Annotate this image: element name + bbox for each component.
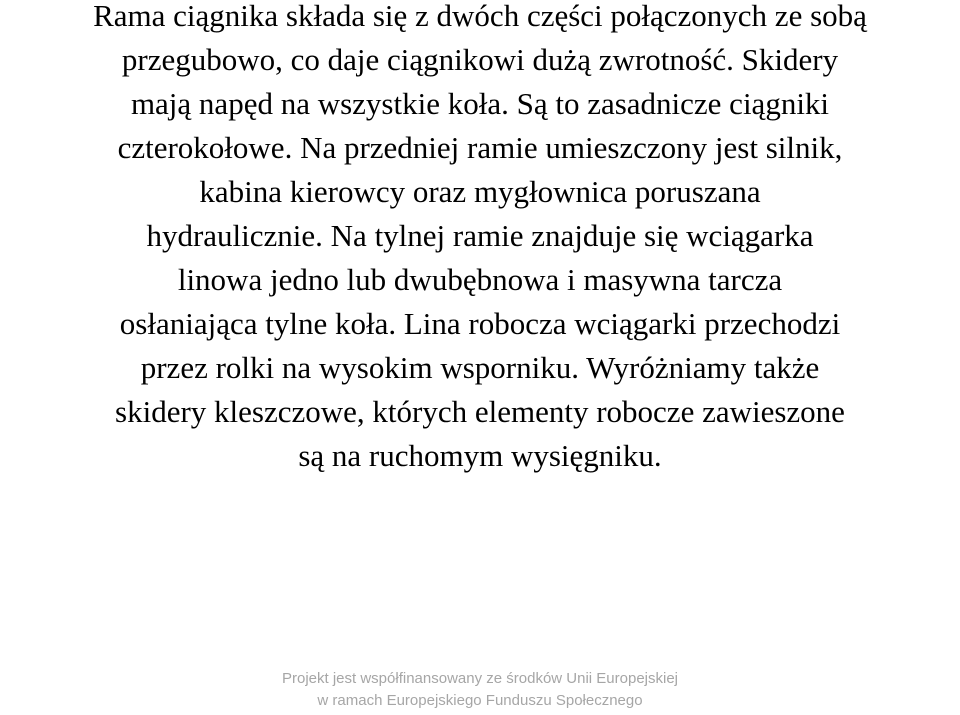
body-line-2: przegubowo, co daje ciągnikowi dużą zwrotność. Skidery [121,42,839,77]
body-line-3: mają napęd na wszystkie koła. Są to zasadnicze ciągniki [130,86,830,121]
footer-funding-line-2: w ramach Europejskiego Funduszu Społecznego [317,692,643,709]
body-line-6: hydraulicznie. Na tylnej ramie znajduje się wciągarka [146,218,814,253]
body-line-8: osłaniająca tylne koła. Lina robocza wciągarki przechodzi [119,306,841,341]
body-line-4: czterokołowe. Na przedniej ramie umieszczony jest silnik, [117,130,843,165]
body-line-10: skidery kleszczowe, których elementy robocze zawieszone [115,394,845,429]
body-line-9: przez rolki na wysokim wsporniku. Wyróżniamy także [140,350,820,385]
body-line-5: kabina kierowcy oraz mygłownica poruszana [199,174,761,209]
body-line-11: są na ruchomym wysięgniku. [298,438,662,473]
body-line-1: Rama ciągnika składa się z dwóch części połączonych ze sobą [93,0,867,33]
footer-funding-line-1: Projekt jest współfinansowany ze środków Unii Europejskiej [281,670,678,687]
body-line-7: linowa jedno lub dwubębnowa i masywna tarcza [177,262,783,297]
